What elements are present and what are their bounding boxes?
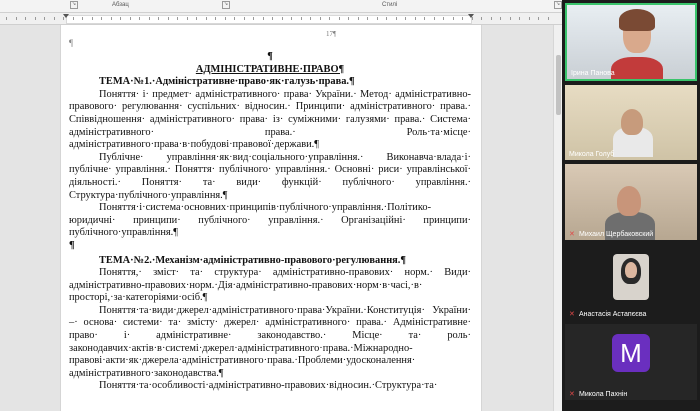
participant-video	[611, 57, 663, 81]
participant-name: Ірина Панова	[571, 70, 615, 77]
ruler-tick	[139, 17, 140, 20]
muted-mic-icon: ✕	[569, 311, 575, 318]
styles-group-launcher-icon[interactable]: ↘	[555, 1, 561, 7]
participant-name: Михаил Щербаковский	[579, 231, 654, 238]
ruler-tick	[500, 17, 501, 20]
ribbon-group-paragraph: Абзац	[112, 2, 129, 8]
ruler-tick	[101, 17, 102, 20]
muted-mic-icon: ✕	[569, 231, 575, 238]
document-area	[0, 25, 562, 411]
font-group-launcher-icon[interactable]: ↘	[71, 1, 77, 7]
ruler-tick	[510, 17, 511, 20]
document-body	[69, 51, 471, 393]
ruler-tick	[187, 17, 188, 20]
word-ribbon	[0, 0, 562, 13]
ruler-tick	[481, 17, 482, 20]
participant-name-row	[569, 231, 653, 238]
participant-name: Микола Пахнін	[579, 391, 628, 398]
paragraph-group-launcher-icon[interactable]: ↘	[223, 1, 229, 7]
ruler-tick	[301, 17, 302, 20]
ruler-tick	[158, 17, 159, 20]
participant-tile-mykhail[interactable]	[565, 164, 697, 240]
page-number: 17¶	[326, 30, 337, 38]
ruler-tick	[405, 17, 406, 20]
ruler-tick	[282, 17, 283, 20]
participant-name-row	[569, 391, 627, 398]
paragraph-2: Публічне· управління·як·вид·соціального·управління.· Виконавча·влада·і· публічне· управління.· Поняття· публічного· управління.· Основні· риси· управлінської· діяльності.· Поняття· та· види· функцій· публічного· управління.· Структура·публічного·управління.¶	[69, 151, 471, 201]
ruler-tick	[386, 17, 387, 20]
ruler-tick	[548, 17, 549, 20]
empty-paragraph: ¶	[69, 239, 75, 251]
ruler-tick	[491, 17, 492, 20]
document-title: АДМІНІСТРАТИВНЕ·ПРАВО¶	[195, 63, 345, 75]
ruler-tick	[538, 17, 539, 20]
ruler-tick	[54, 17, 55, 20]
muted-mic-icon: ✕	[569, 391, 575, 398]
ruler-tick	[16, 17, 17, 20]
ruler-tick	[25, 17, 26, 20]
ruler-tick	[111, 17, 112, 20]
horizontal-ruler[interactable]	[0, 13, 562, 25]
ruler-tick	[529, 17, 530, 20]
ruler-tick	[424, 17, 425, 20]
ruler-tick	[453, 17, 454, 20]
ruler-tick	[472, 17, 473, 20]
topic-2-heading: ТЕМА·№2.·Механізм·адміністративно-правового·регулювання.¶	[99, 254, 407, 266]
ruler-tick	[434, 17, 435, 20]
participant-tile-mykola-holub[interactable]	[565, 85, 697, 160]
ruler-tick	[35, 17, 36, 20]
ruler-tick	[44, 17, 45, 20]
ruler-tick	[320, 17, 321, 20]
ruler-tick	[415, 17, 416, 20]
paragraph-6: Поняття·та·особливості·адміністративно-правових·відносин.·Структура·та·	[99, 380, 438, 392]
paragraph-3: Поняття·і·система·основних·принципів·публічного·управління.·Політико-юридичні· принципи· публічного· управління.· Організаційні· принципи· публічного·управління.¶	[69, 202, 471, 239]
ruler-tick	[310, 17, 311, 20]
ruler-tick	[377, 17, 378, 20]
ruler-tick	[63, 17, 64, 20]
participant-tile-anastasia[interactable]	[565, 244, 697, 320]
ruler-tick	[367, 17, 368, 20]
ruler-tick	[348, 17, 349, 20]
participant-face	[617, 186, 641, 216]
ruler-tick	[82, 17, 83, 20]
paragraph-5: Поняття·та·види·джерел·адміністративного·права·України.·Конституція· України· –· основа· системи· та· змісту· джерел· адміністративного· права.· Адміністративне· право· і· адміністративне· законодавство.· Місце· та· роль· законодавчих·актів·в·системі·джерел·адміністративного·права.·Міжнародно-правові·акти·як·джерела·адміністративного·права.·Проблеми·удосконалення· адміністративного·законодавства.¶	[69, 304, 471, 379]
ruler-tick	[215, 17, 216, 20]
ruler-tick	[149, 17, 150, 20]
ruler-tick	[519, 17, 520, 20]
ruler-tick	[462, 17, 463, 20]
paragraph-4: Поняття,· зміст· та· структура· адміністративно-правових· норм.· Види· адміністративно-правових·норм.·Дія·адміністративно-правових·норм·в·часі,·в· просторі,·за·категоріями·осіб.¶	[69, 267, 471, 304]
ruler-tick	[263, 17, 264, 20]
ruler-text-area	[66, 15, 472, 24]
ruler-tick	[196, 17, 197, 20]
participant-name: Анастасія Астапєєва	[579, 311, 647, 318]
participant-tile-mykola-pakhnin[interactable]	[565, 324, 697, 400]
ruler-tick	[234, 17, 235, 20]
ruler-tick	[358, 17, 359, 20]
paragraph-1: Поняття· і· предмет· адміністративного· права· України.· Метод· адміністративно-правового· регулювання· суспільних· відносин.· Принципи· адміністративного· права.· Співвідношення· адміністративного· права· із· суміжними· галузями· права.· Система· адміністративного· права.· Роль·та·місце· адміністративного·права·в·побудові·правової·держави.¶	[69, 88, 471, 151]
ruler-tick	[6, 17, 7, 20]
participant-face	[625, 262, 637, 278]
ruler-tick	[291, 17, 292, 20]
topic-1-heading: ТЕМА·№1.·Адміністративне·право·як·галузь·права.¶	[99, 76, 355, 88]
paragraph-mark: ¶	[69, 38, 74, 48]
ruler-tick	[329, 17, 330, 20]
avatar: M	[612, 334, 650, 372]
ruler-tick	[73, 17, 74, 20]
ruler-tick	[253, 17, 254, 20]
participant-name-row	[569, 311, 646, 318]
participant-tile-irina[interactable]	[565, 3, 697, 81]
ruler-tick	[272, 17, 273, 20]
participant-name: Микола Голуб	[569, 151, 615, 158]
scrollbar-thumb[interactable]	[556, 55, 561, 115]
ruler-tick	[130, 17, 131, 20]
ruler-tick	[177, 17, 178, 20]
participant-face	[621, 109, 643, 135]
ruler-tick	[206, 17, 207, 20]
doc-mark-line: ¶	[267, 51, 273, 62]
ribbon-group-styles: Стилі	[382, 2, 398, 8]
participant-hair	[619, 9, 655, 31]
ruler-tick	[244, 17, 245, 20]
ruler-tick	[339, 17, 340, 20]
video-participants-panel	[562, 0, 700, 411]
ruler-tick	[396, 17, 397, 20]
ruler-tick	[443, 17, 444, 20]
ruler-tick	[120, 17, 121, 20]
ruler-tick	[225, 17, 226, 20]
document-page[interactable]	[60, 25, 482, 411]
ruler-tick	[92, 17, 93, 20]
ruler-tick	[168, 17, 169, 20]
